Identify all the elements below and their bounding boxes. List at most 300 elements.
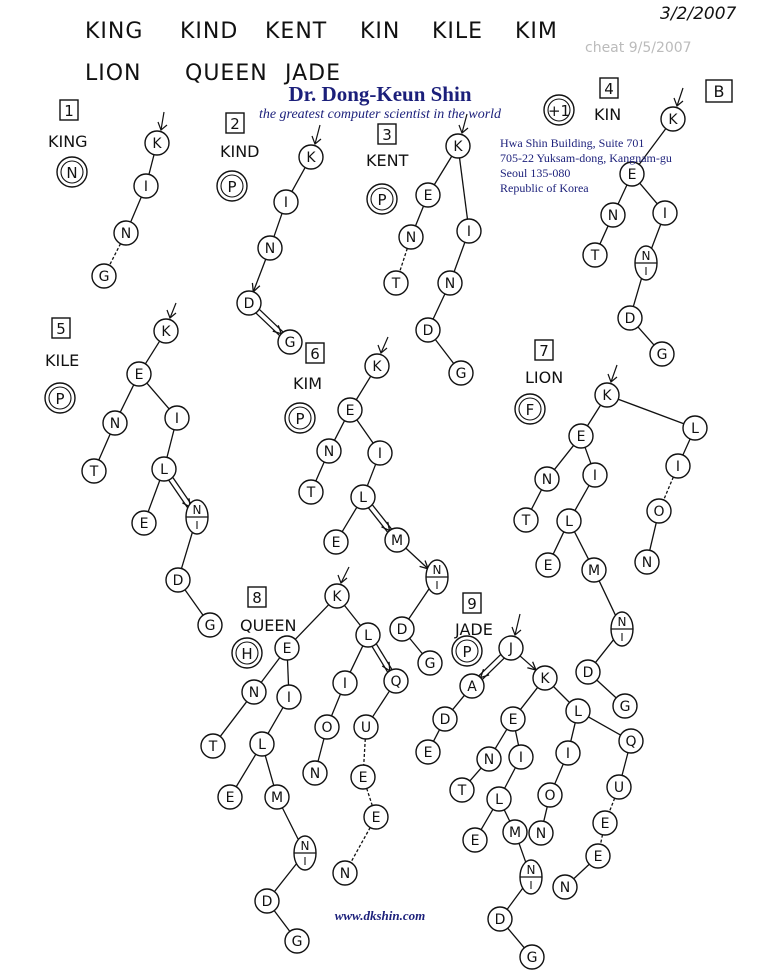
tree-node [114,221,138,245]
step-word: QUEEN [240,616,297,635]
tree-node [333,671,357,695]
tree-node [601,203,625,227]
tree-node [463,828,487,852]
tree-node [635,550,659,574]
tree-node [315,715,339,739]
tree-edge [282,808,299,843]
node-letter: E [134,367,144,383]
node-letter: G [284,335,296,351]
tree-edge [416,206,424,226]
node-letter: E [593,849,603,865]
tree-edge [167,430,174,458]
node-letter: L [364,628,372,644]
node-letter: N [339,866,351,882]
tree-node [127,362,151,386]
tree-edge [553,532,564,554]
address-line: Seoul 135-080 [500,166,571,180]
split-node [635,246,657,280]
step-6 [285,343,324,433]
tree-edge [356,376,370,400]
tree-node [529,821,553,845]
tree-node [576,660,600,684]
tree-node [274,190,298,214]
tree-8 [201,584,408,953]
tree-node [277,685,301,709]
tree-edge [650,523,657,551]
tree-node [538,783,562,807]
node-letter: N [444,276,456,292]
node-letter: E [627,167,637,183]
tree-edge [435,340,453,364]
node-letter: K [332,589,342,605]
tree-node [607,775,631,799]
node-letter: L [359,490,367,506]
tree-node [650,342,674,366]
tree-edge [495,729,507,748]
tree-edge [574,864,590,879]
tree-node [92,264,116,288]
tree-node [154,319,178,343]
step-word: KING [48,132,88,151]
result-letter: P [227,178,237,196]
step-3 [366,124,409,214]
step-number: 8 [252,589,262,607]
tree-node [365,354,389,378]
tree-edge [147,383,169,409]
tree-node [103,411,127,435]
node-letter: D [172,573,184,589]
node-letter: M [508,825,522,841]
node-letter: E [139,516,149,532]
split-node [294,836,316,870]
tree-node [201,734,225,758]
node-letter: L [258,737,266,753]
node-letter: E [282,641,292,657]
case-letter: B [713,82,725,101]
tree-node [242,680,266,704]
tree-node [416,318,440,342]
node-letter: Q [390,674,402,690]
node-letter: N [641,555,653,571]
node-letter: I [662,206,668,222]
result-letter: N [66,164,78,182]
node-letter: E [345,403,355,419]
tree-edge [585,447,591,463]
tree-edge [544,807,547,822]
node-letter: D [582,665,594,681]
tree-node [503,820,527,844]
node-letter: N [535,826,547,842]
node-letter: E [358,770,368,786]
node-letter: K [668,112,678,128]
step-number: 6 [310,345,320,363]
node-letter: L [574,704,582,720]
step-number: 9 [467,595,477,613]
node-letter: T [391,276,401,292]
tree-edge [99,434,110,460]
node-letter: N [300,839,310,853]
letterhead-address [500,136,672,196]
node-letter: I [283,195,289,211]
tree-edge [587,405,600,426]
node-letter: N [607,208,619,224]
node-letter: E [423,188,433,204]
tree-node [535,467,559,491]
node-letter: I [303,855,307,868]
tree-node [299,145,323,169]
node-letter: N [483,752,495,768]
tree-edge [367,788,373,805]
step-word: LION [525,368,564,387]
node-letter: N [248,685,260,701]
tree-edge [120,385,133,412]
node-letter: E [225,790,235,806]
split-node [186,500,208,534]
node-letter: G [98,269,110,285]
tree-node [303,761,327,785]
node-letter: J [508,641,514,657]
split-node [520,860,542,894]
tree-edge [633,275,642,307]
node-letter: D [439,712,451,728]
tree-edge [434,156,451,185]
node-letter: E [371,810,381,826]
tree-node [501,707,525,731]
tree-edge [638,327,654,345]
tree-edge [460,158,468,219]
node-letter: M [587,563,601,579]
node-letter: O [653,504,665,520]
node-letter: I [529,879,533,892]
tree-node [613,694,637,718]
step-number: 4 [604,80,614,98]
node-letter: Q [625,734,637,750]
tree-node [618,306,642,330]
tree-node [218,785,242,809]
node-letter: I [518,750,524,766]
tree-edge [350,646,363,672]
tree-node [258,236,282,260]
tree-edge [400,248,408,271]
tree-edge [553,686,569,702]
tree-1 [92,131,169,288]
tree-5-edges [99,303,203,615]
tree-node [134,174,158,198]
node-letter: N [526,863,536,877]
node-letter: I [435,579,439,592]
result-letter: P [295,410,305,428]
tree-node [487,787,511,811]
tree-edge [433,294,445,319]
tree-edge [531,490,541,510]
step-word: KIM [293,374,323,393]
tree-node [450,778,474,802]
node-letter: L [565,514,573,530]
tree-node [132,511,156,535]
node-letter: T [208,739,218,755]
node-letter: M [390,533,404,549]
node-letter: N [641,249,651,263]
tree-edge [595,638,614,662]
tree-edge [220,702,246,737]
node-letter: G [656,347,668,363]
node-letter: L [495,792,503,808]
step-number: 7 [539,342,549,360]
word-king: KING [85,19,144,44]
node-letter: D [261,894,273,910]
tree-node [250,732,274,756]
tree-edge [236,754,256,786]
tree-edge [409,587,431,619]
tree-node [595,383,619,407]
tree-node [325,584,349,608]
word-jade: JADE [285,61,341,86]
step-word: KIND [220,142,260,161]
tree-node [368,441,392,465]
tree-edge [609,798,614,812]
word-queen: QUEEN [185,61,268,86]
node-letter: I [286,690,292,706]
tree-edge [351,827,370,862]
tree-edge [433,730,439,742]
node-letter: D [243,296,255,312]
handwritten-word-list [85,19,558,86]
node-letter: T [521,513,531,529]
node-letter: N [192,503,202,517]
tree-edge [145,341,159,364]
node-letter: I [592,468,598,484]
word-kent: KENT [265,19,328,44]
word-kind: KIND [180,19,239,44]
step-word: KENT [366,151,409,170]
tree-node [509,745,533,769]
address-line: Hwa Shin Building, Suite 701 [500,136,645,150]
tree-edge [515,731,518,746]
node-letter: N [309,766,321,782]
word-lion: LION [85,61,142,86]
node-letter: U [613,780,625,796]
tree-node [237,291,261,315]
tree-edge [148,480,160,511]
node-letter: E [576,429,586,445]
word-kim: KIM [515,19,558,44]
tree-edge [555,764,564,784]
tree-edge [481,809,493,829]
step-9 [452,593,493,666]
result-letter: F [525,401,535,419]
node-letter: I [565,746,571,762]
step-number: 1 [64,102,74,120]
tree-edge [316,462,324,481]
result-letter: P [55,390,65,408]
node-letter: T [590,248,600,264]
tree-edge [373,691,390,717]
tree-edge [505,768,516,789]
node-letter: N [120,226,132,242]
node-letter: I [174,411,180,427]
node-letter: N [405,230,417,246]
letterhead-url: www.dkshin.com [334,908,426,923]
node-letter: I [377,446,383,462]
step-number: 3 [382,126,392,144]
step-word: KILE [45,351,80,370]
tree-edge [664,477,674,500]
tree-5 [82,319,222,637]
tree-edge [332,694,341,716]
node-letter: D [624,311,636,327]
node-letter: I [466,224,472,240]
tree-nodes [82,107,707,969]
split-node [611,612,633,646]
node-letter: L [160,462,168,478]
node-letter: T [89,464,99,480]
tree-edge [571,723,575,742]
tree-node [317,439,341,463]
tree-edge [410,638,423,653]
tree-node [582,558,606,582]
node-letter: N [432,563,442,577]
tree-node [499,636,523,660]
node-letter: N [541,472,553,488]
node-letter: M [270,790,284,806]
tree-3 [384,134,481,385]
tree-edge [470,768,481,781]
tree-node [324,530,348,554]
node-letter: G [619,699,631,715]
tree-edge [261,658,280,683]
node-letter: G [424,656,436,672]
tree-edge [268,707,283,733]
node-letter: E [600,816,610,832]
tree-edge [295,605,328,640]
tree-edge [507,887,524,910]
tree-node [351,485,375,509]
tree-node [364,805,388,829]
node-letter: A [467,679,477,695]
tree-node [338,398,362,422]
tree-node [438,271,462,295]
node-letter: E [543,558,553,574]
tree-edge [618,399,684,424]
node-letter: U [360,720,372,736]
tree-node [384,669,408,693]
node-letter: G [204,618,216,634]
node-letter: G [526,950,538,966]
tree-edge [683,439,690,455]
tree-node [418,651,442,675]
tree-edge [318,739,324,762]
tree-node [354,715,378,739]
node-letter: K [540,671,550,687]
node-letter: D [494,912,506,928]
tree-node [166,568,190,592]
tree-node [198,613,222,637]
tree-node [385,528,409,552]
tree-node [556,741,580,765]
step-2 [217,113,260,201]
word-kile: KILE [432,19,484,44]
tree-node [82,459,106,483]
tree-edge [357,420,373,443]
faint-scribble: cheat 9/5/2007 [585,40,692,56]
node-letter: O [321,720,333,736]
tree-edge [520,687,537,709]
node-letter: E [423,745,433,761]
tree-node [583,243,607,267]
tree-node [533,666,557,690]
tree-edge [131,197,142,222]
tree-node [593,811,617,835]
tree-node [536,553,560,577]
node-letter: G [455,366,467,382]
tree-node [460,674,484,698]
node-letter: N [264,241,276,257]
tree-node [285,929,309,953]
node-letter: K [602,388,612,404]
node-letter: N [323,444,335,460]
tree-node [278,330,302,354]
tree-edge [599,581,617,618]
node-letter: N [617,615,627,629]
tree-edge [508,928,525,948]
step-word: JADE [455,620,493,639]
root-pointer-arrow [341,567,349,583]
tree-node [433,707,457,731]
tree-node [553,875,577,899]
node-letter: K [152,136,162,152]
tree-7-edges [531,365,690,698]
tree-edge [274,213,282,236]
node-letter: I [675,459,681,475]
tree-edge [287,660,288,685]
tree-node [446,134,470,158]
result-letter: +1 [547,102,571,120]
result-letter: P [377,191,387,209]
node-letter: K [453,139,463,155]
tree-edge [292,167,305,191]
step-number: 2 [230,115,240,133]
tree-edge [334,421,344,441]
tree-edge [588,717,620,735]
tree-edge [181,528,193,568]
tree-node [333,861,357,885]
node-letter: I [620,631,624,644]
tree-node [557,509,581,533]
tree-node [265,785,289,809]
tree-node [449,361,473,385]
node-letter: O [544,788,556,804]
node-letter: I [342,676,348,692]
tree-node [416,740,440,764]
tree-node [683,416,707,440]
tree-edge [454,242,465,271]
tree-node [457,219,481,243]
result-letter: P [462,643,472,661]
tree-edge [574,532,588,560]
node-letter: K [372,359,382,375]
letterhead-name: Dr. Dong-Keun Shin [288,82,472,106]
tree-node [299,480,323,504]
tree-node [390,617,414,641]
tree-edge [149,155,154,175]
tree-node [520,945,544,969]
tree-edge [600,226,608,244]
node-letter: E [470,833,480,849]
node-letter: G [291,934,303,950]
tree-node [477,747,501,771]
step-word: KIN [594,105,622,124]
tree-edge [344,605,360,625]
